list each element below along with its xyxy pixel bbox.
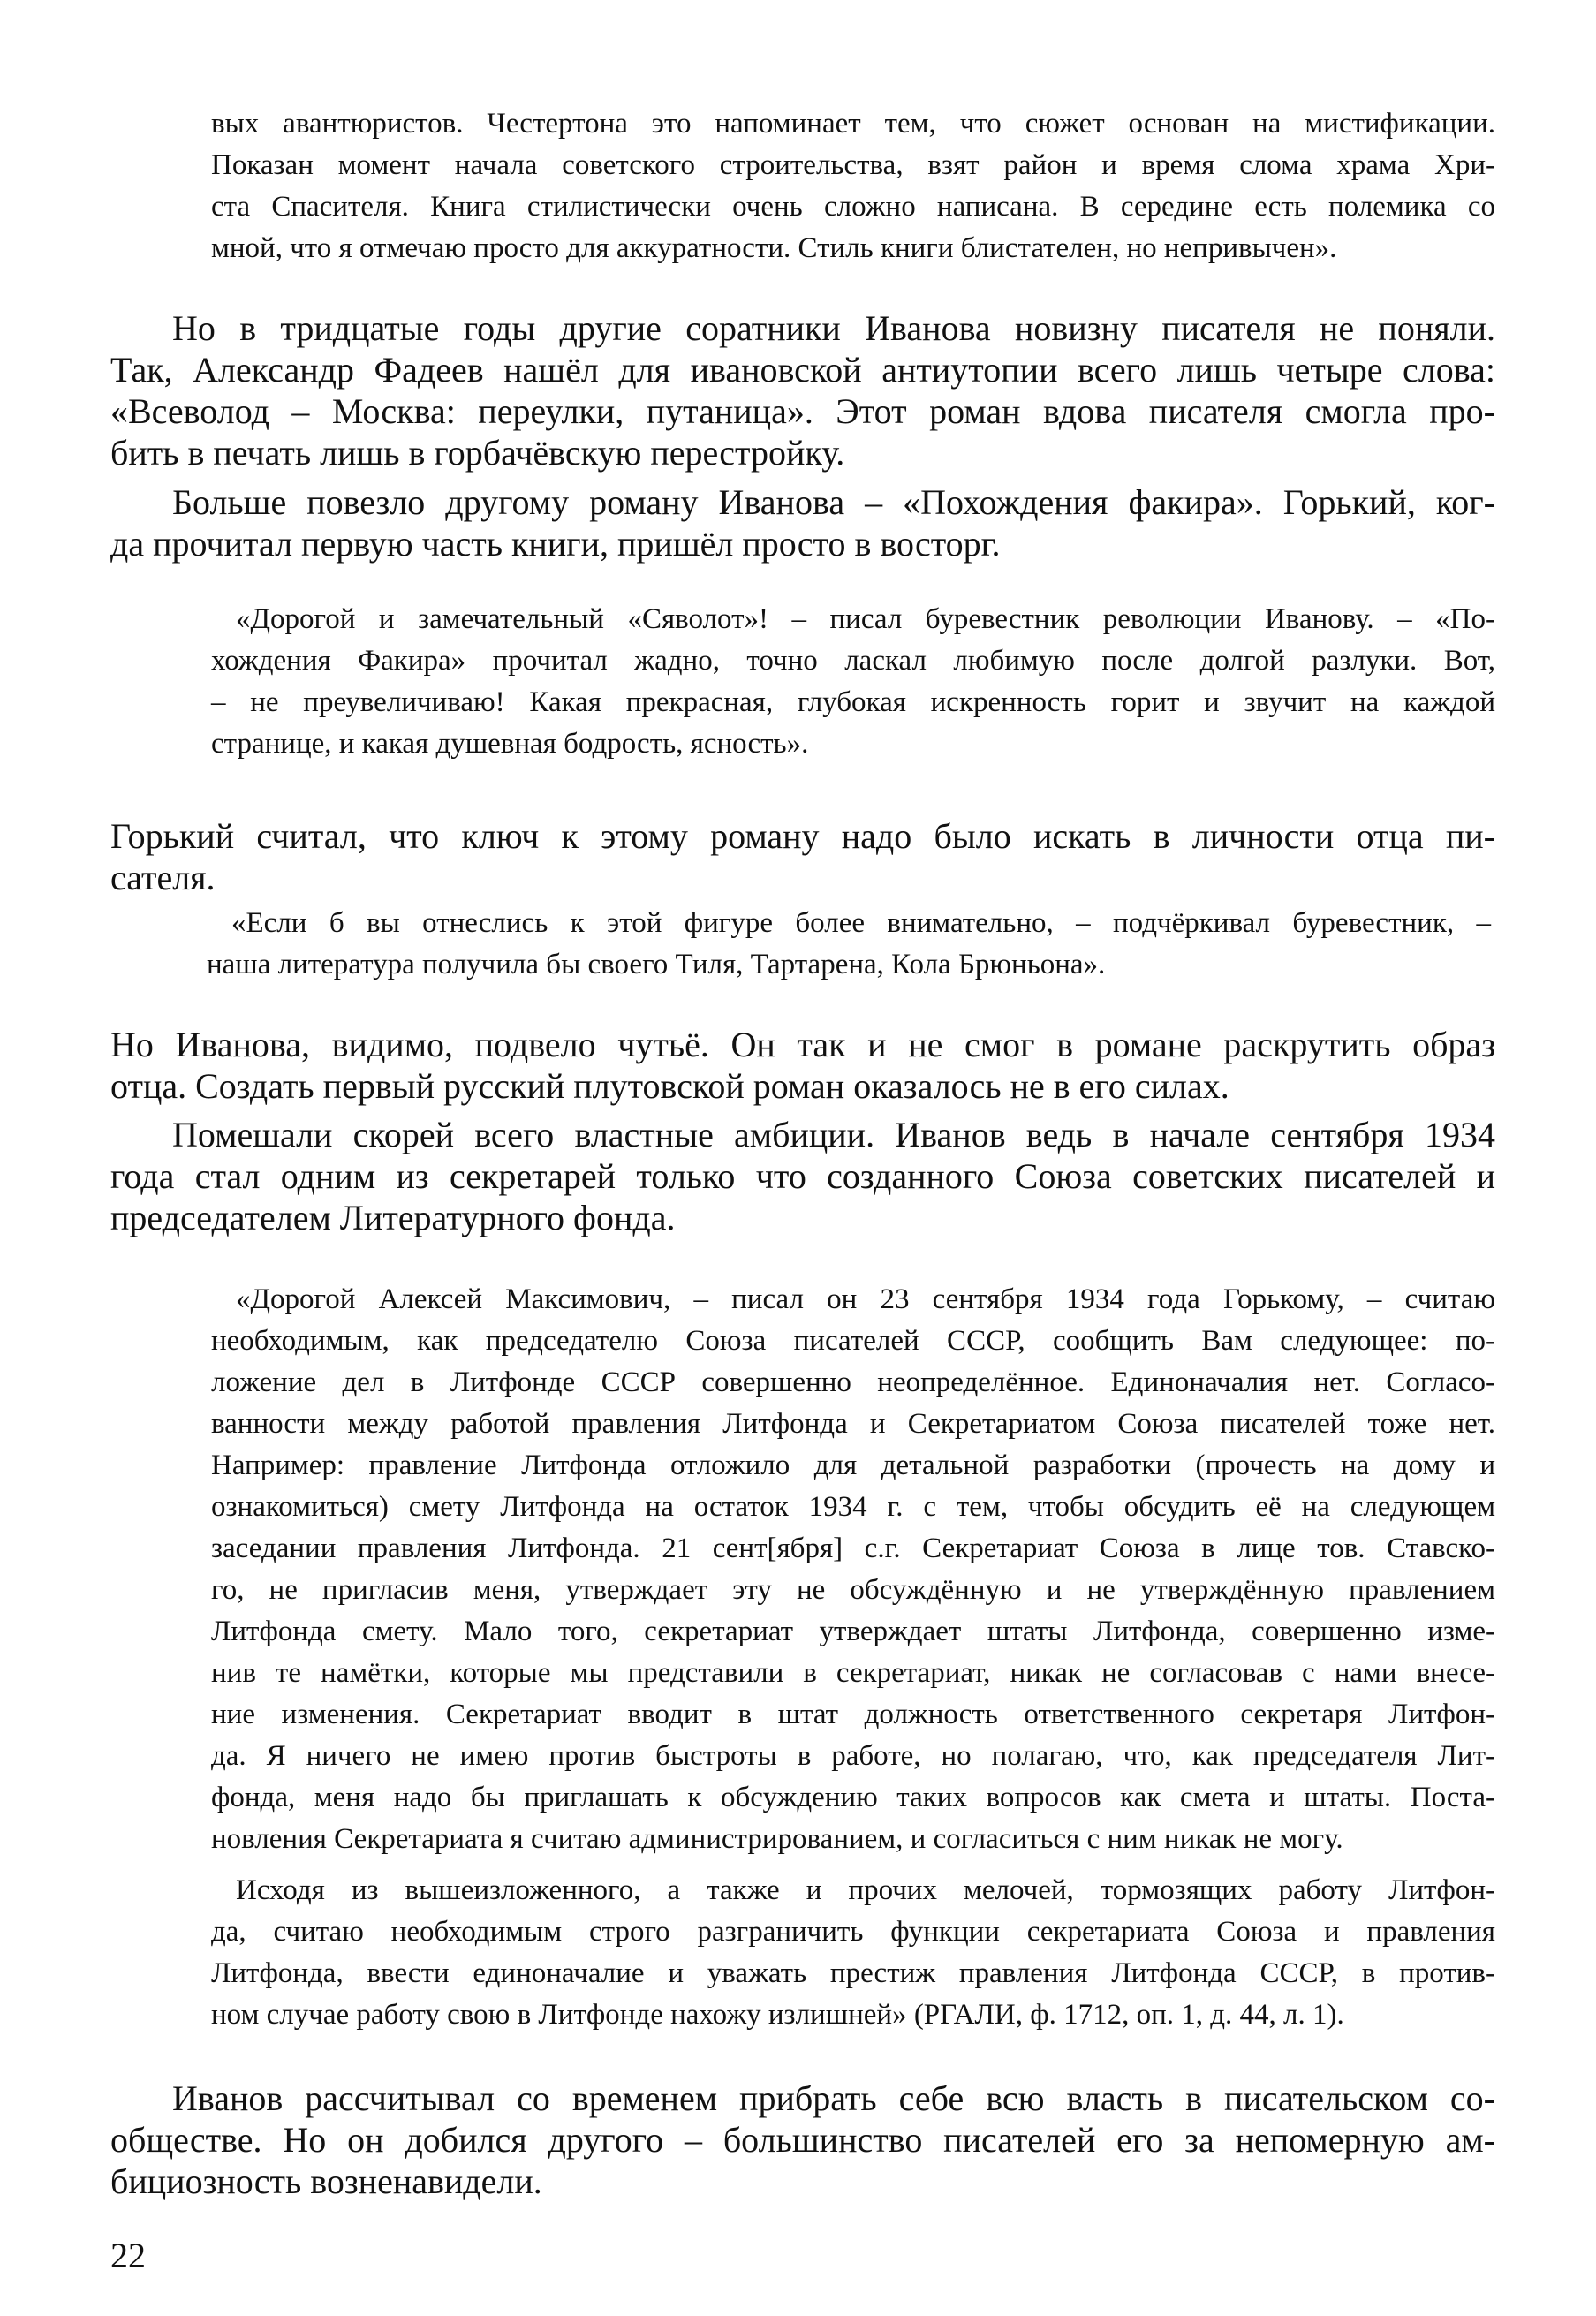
block-quote <box>211 599 1495 765</box>
text-line: Например: правление Литфонда отложило для детальной разработки (прочесть на дому и <box>211 1449 1495 1481</box>
text-line: вых авантюристов. Честертона это напоминает тем, что сюжет основан на мистификации. <box>211 108 1495 140</box>
text-line: Показан момент начала советского строительства, взят район и время слома храма Хри- <box>211 149 1495 181</box>
text-line: мной, что я отмечаю просто для аккуратности. Стиль книги блистателен, но непривычен». <box>211 232 1337 264</box>
text-line: Так, Александр Фадеев нашёл для ивановской антиутопии всего лишь четыре слова: <box>110 350 1495 390</box>
text-line: ложение дел в Литфонде СССР совершенно неопределённое. Единоначалия нет. Согласо- <box>211 1366 1495 1398</box>
text-line: отца. Создать первый русский плутовской роман оказалось не в его силах. <box>110 1066 1229 1106</box>
paragraph <box>110 481 1495 564</box>
text-line: «Дорогой Алексей Максимович, – писал он 23 сентября 1934 года Горькому, – считаю <box>236 1283 1495 1315</box>
block-quote <box>211 1870 1495 2036</box>
text-line: – не преувеличиваю! Какая прекрасная, глубокая искренность горит и звучит на каждой <box>211 686 1495 718</box>
text-line: ном случае работу свою в Литфонде нахожу излишней» (РГАЛИ, ф. 1712, оп. 1, д. 44, л. 1). <box>211 1999 1344 2031</box>
text-line: да прочитал первую часть книги, пришёл просто в восторг. <box>110 524 1001 564</box>
text-line: да. Я ничего не имею против быстроты в работе, но полагаю, что, как председателя Лит- <box>211 1740 1495 1772</box>
text-line: «Дорогой и замечательный «Сяволот»! – писал буревестник революции Иванову. – «По- <box>236 603 1495 635</box>
text-line: ванности между работой правления Литфонда и Секретариатом Союза писателей тоже нет. <box>211 1408 1495 1440</box>
text-line: года стал одним из секретарей только что созданного Союза советских писателей и <box>110 1156 1495 1196</box>
text-line: ние изменения. Секретариат вводит в штат должность ответственного секретаря Литфон- <box>211 1699 1495 1730</box>
text-line: странице, и какая душевная бодрость, ясность». <box>211 728 809 760</box>
text-line: ста Спасителя. Книга стилистически очень сложно написана. В середине есть полемика со <box>211 191 1495 223</box>
text-line: сателя. <box>110 858 216 897</box>
text-line: Но в тридцатые годы другие соратники Иванова новизну писателя не поняли. <box>172 308 1495 348</box>
text-line: Больше повезло другому роману Иванова – «Похождения факира». Горький, ког- <box>172 482 1495 522</box>
text-line: Литфонда смету. Мало того, секретариат утверждает штаты Литфонда, совершенно изме- <box>211 1616 1495 1647</box>
text-line: обществе. Но он добился другого – большинство писателей его за непомерную ам- <box>110 2120 1495 2160</box>
text-line: «Всеволод – Москва: переулки, путаница». Этот роман вдова писателя смогла про- <box>110 391 1495 431</box>
text-line: новления Секретариата я считаю администрированием, и согласиться с ним никак не могу. <box>211 1823 1343 1855</box>
paragraph <box>110 815 1495 898</box>
text-line: хождения Факира» прочитал жадно, точно ласкал любимую после долгой разлуки. Вот, <box>211 645 1495 677</box>
paragraph <box>110 2078 1495 2202</box>
paragraph <box>110 307 1495 473</box>
text-line: «Если б вы отнеслись к этой фигуре более внимательно, – подчёркивал буревестник, – <box>231 907 1491 939</box>
text-line: председателем Литературного фонда. <box>110 1198 676 1237</box>
paragraph <box>110 1024 1495 1107</box>
text-line: заседании правления Литфонда. 21 сент[ября] с.г. Секретариат Союза в лице тов. Ставско- <box>211 1533 1495 1564</box>
text-line: наша литература получила бы своего Тиля, Тартарена, Кола Брюньона». <box>207 949 1106 980</box>
block-quote <box>207 903 1491 986</box>
text-line: ознакомиться) смету Литфонда на остаток 1934 г. с тем, чтобы обсудить её на следующем <box>211 1491 1495 1523</box>
text-line: Иванов рассчитывал со временем прибрать себе всю власть в писательском со- <box>172 2078 1495 2118</box>
text-line: Помешали скорей всего властные амбиции. Иванов ведь в начале сентября 1934 <box>172 1115 1495 1154</box>
text-line: фонда, меня надо бы приглашать к обсуждению таких вопросов как смета и штаты. Поста- <box>211 1782 1495 1813</box>
text-line: нив те намётки, которые мы представили в секретариат, никак не согласовав с нами внесе- <box>211 1657 1495 1689</box>
text-line: необходимым, как председателю Союза писателей СССР, сообщить Вам следующее: по- <box>211 1325 1495 1357</box>
page-number: 22 <box>110 2236 146 2275</box>
text-line: Исходя из вышеизложенного, а также и прочих мелочей, тормозящих работу Литфон- <box>236 1874 1495 1906</box>
block-quote <box>211 103 1495 269</box>
text-line: бициозность возненавидели. <box>110 2161 542 2201</box>
text-line: бить в печать лишь в горбачёвскую перестройку. <box>110 433 845 473</box>
text-line: Горький считал, что ключ к этому роману надо было искать в личности отца пи- <box>110 816 1495 856</box>
paragraph <box>110 1114 1495 1238</box>
text-line: да, считаю необходимым строго разграничить функции секретариата Союза и правления <box>211 1916 1495 1948</box>
block-quote <box>211 1279 1495 1860</box>
text-line: го, не пригласив меня, утверждает эту не обсуждённую и не утверждённую правлением <box>211 1574 1495 1606</box>
text-line: Литфонда, ввести единоначалие и уважать престиж правления Литфонда СССР, в против- <box>211 1957 1495 1989</box>
text-line: Но Иванова, видимо, подвело чутьё. Он так и не смог в романе раскрутить образ <box>110 1025 1495 1064</box>
